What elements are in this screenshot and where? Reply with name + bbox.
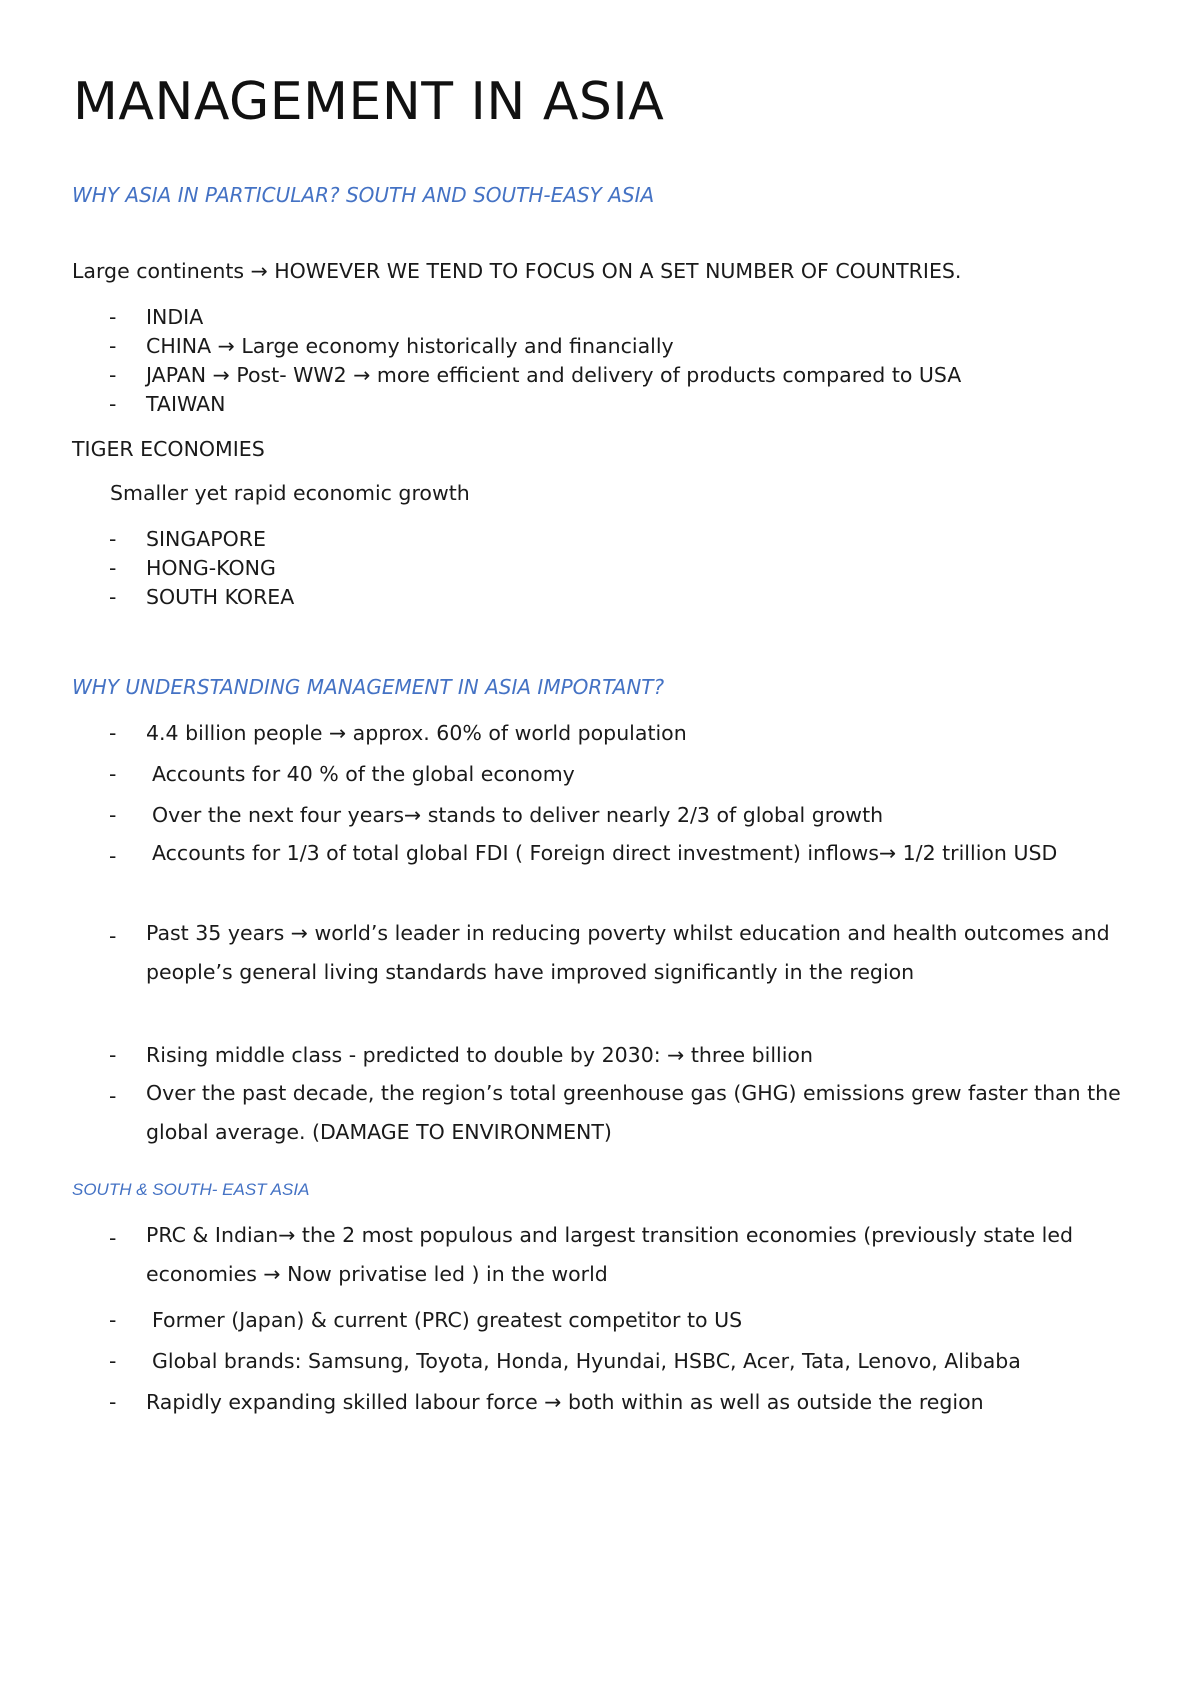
list-item-china: CHINA → Large economy historically and financially xyxy=(146,334,674,358)
bullet-dash: - xyxy=(109,1308,117,1332)
list-item-japan: JAPAN → Post- WW2 → more efficient and delivery of products compared to USA xyxy=(146,363,962,387)
list-item: Global brands: Samsung, Toyota, Honda, Hyundai, HSBC, Acer, Tata, Lenovo, Alibaba xyxy=(152,1349,1021,1373)
list-item: Rising middle class - predicted to double by 2030: → three billion xyxy=(146,1043,813,1067)
bullet-dash: - xyxy=(109,556,117,580)
bullet-dash: - xyxy=(109,1390,117,1414)
bullet-dash: - xyxy=(109,924,117,948)
list-item-taiwan: TAIWAN xyxy=(146,392,226,416)
bullet-dash: - xyxy=(109,1043,117,1067)
section1-intro: Large continents → HOWEVER WE TEND TO FOCUS ON A SET NUMBER OF COUNTRIES. xyxy=(72,259,962,283)
bullet-dash: - xyxy=(109,585,117,609)
bullet-dash: - xyxy=(109,305,117,329)
tiger-heading: TIGER ECONOMIES xyxy=(72,437,265,461)
list-item: 4.4 billion people → approx. 60% of world population xyxy=(146,721,687,745)
section1-heading: WHY ASIA IN PARTICULAR? SOUTH AND SOUTH-EASY ASIA xyxy=(72,183,655,207)
bullet-dash: - xyxy=(109,1349,117,1373)
document-title: MANAGEMENT IN ASIA xyxy=(73,72,665,132)
list-item: Former (Japan) & current (PRC) greatest competitor to US xyxy=(152,1308,743,1332)
bullet-dash: - xyxy=(109,762,117,786)
list-item-india: INDIA xyxy=(146,305,204,329)
list-item: Past 35 years → world’s leader in reducing poverty whilst education and health outcomes and people’s general living standards have improved significantly in the region xyxy=(146,921,1110,984)
bullet-dash: - xyxy=(109,1084,117,1108)
list-item: Rapidly expanding skilled labour force → both within as well as outside the region xyxy=(146,1390,984,1414)
list-item: Over the next four years→ stands to deliver nearly 2/3 of global growth xyxy=(152,803,884,827)
list-item: Accounts for 40 % of the global economy xyxy=(152,762,575,786)
section3-heading: SOUTH & SOUTH- EAST ASIA xyxy=(72,1180,310,1199)
bullet-dash: - xyxy=(109,363,117,387)
tiger-description: Smaller yet rapid economic growth xyxy=(110,481,470,505)
bullet-dash: - xyxy=(109,721,117,745)
list-item: Over the past decade, the region’s total greenhouse gas (GHG) emissions grew faster than the global average. (DAMAGE TO ENVIRONMENT) xyxy=(146,1081,1121,1144)
list-item-singapore: SINGAPORE xyxy=(146,527,266,551)
list-item: Accounts for 1/3 of total global FDI ( Foreign direct investment) inflows→ 1/2 trillion USD xyxy=(152,841,1058,865)
bullet-dash: - xyxy=(109,1226,117,1250)
bullet-dash: - xyxy=(109,334,117,358)
list-item-south-korea: SOUTH KOREA xyxy=(146,585,295,609)
list-item: PRC & Indian→ the 2 most populous and largest transition economies (previously state led economies → Now privatise led ) in the world xyxy=(146,1223,1074,1286)
list-item-hong-kong: HONG-KONG xyxy=(146,556,276,580)
section2-heading: WHY UNDERSTANDING MANAGEMENT IN ASIA IMPORTANT? xyxy=(72,675,665,699)
bullet-dash: - xyxy=(109,844,117,868)
bullet-dash: - xyxy=(109,392,117,416)
bullet-dash: - xyxy=(109,803,117,827)
bullet-dash: - xyxy=(109,527,117,551)
